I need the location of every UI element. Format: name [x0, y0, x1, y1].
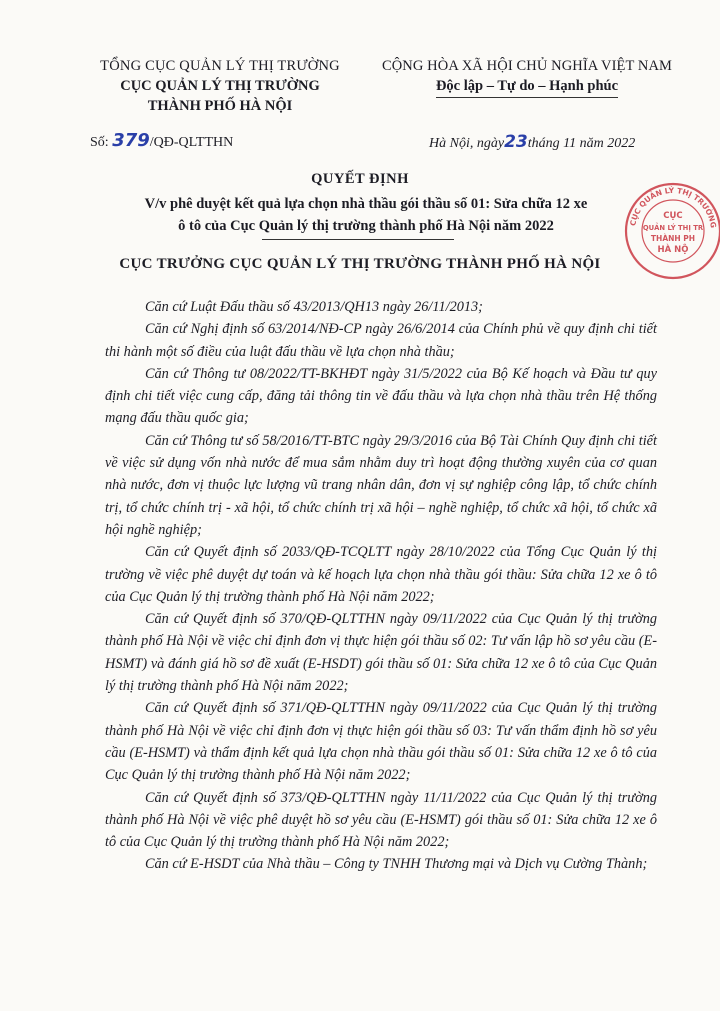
legal-basis-paragraph: Căn cứ Quyết định số 371/QĐ-QLTTHN ngày 09/11/2022 của Cục Quản lý thị trường thành phố Hà Nội về việc chỉ định đơn vị thực hiện gói thầu số 03: Tư vấn thẩm định hồ sơ yêu cầu (E-HSMT) và thẩm định kết quả lựa chọn nhà thầu gói thầu số 01: Sửa chữa 12 xe ô tô của Cục Quản lý thị trường thành phố Hà Nội năm 2022; — [105, 700, 657, 784]
reference-number: 379 — [112, 130, 150, 151]
legal-basis-paragraph: Căn cứ Quyết định số 373/QĐ-QLTTHN ngày 11/11/2022 của Cục Quản lý thị trường thành phố Hà Nội về việc phê duyệt hồ sơ yêu cầu (E-HSMT) gói thầu số 01: Sửa chữa 12 xe ô tô của Cục Quản lý thị trường thành phố Hà Nội năm 2022; — [105, 789, 657, 851]
issuing-organization — [60, 56, 380, 116]
legal-basis-paragraph: Căn cứ Quyết định số 2033/QĐ-TCQLTT ngày 28/10/2022 của Tổng Cục Quản lý thị trường về việc phê duyệt dự toán và kế hoạch lựa chọn nhà thầu gói thầu: Sửa chữa 12 xe ô tô của Cục Quản lý thị trường thành phố Hà Nội năm 2022; — [105, 544, 657, 605]
legal-basis-paragraph: Căn cứ Thông tư số 58/2016/TT-BTC ngày 29/3/2016 của Bộ Tài Chính Quy định chi tiết về việc sử dụng vốn nhà nước để mua sắm nhằm duy trì hoạt động thường xuyên của cơ quan nhà nước, đơn vị thuộc lực lượng vũ trang nhân dân, đơn vị sự nghiệp công lập, tổ chức chính trị, tổ chức chính trị - xã hội, tổ chức chính trị xã hội – nghề nghiệp, tổ chức xã hội, tổ chức xã hội nghề nghiệp; — [105, 432, 657, 538]
date-suffix: tháng 11 năm 2022 — [527, 136, 636, 151]
national-title-block — [362, 56, 692, 96]
national-motto: Độc lập – Tự do – Hạnh phúc — [435, 78, 619, 94]
seal-line3: THÀNH PH — [650, 234, 696, 243]
nation-name: CỘNG HÒA XÃ HỘI CHỦ NGHĨA VIỆT NAM — [381, 58, 673, 74]
legal-basis-paragraph: Căn cứ Thông tư 08/2022/TT-BKHĐT ngày 31/5/2022 của Bộ Kế hoạch và Đầu tư quy định chi tiết việc cung cấp, đăng tải thông tin về đấu thầu và lựa chọn nhà thầu trên Hệ thống mạng đấu thầu quốc gia; — [105, 365, 657, 427]
reference-suffix: /QĐ-QLTTHN — [149, 135, 234, 150]
parent-organization: TỔNG CỤC QUẢN LÝ THỊ TRƯỜNG — [100, 58, 340, 74]
seal-inner-ring — [642, 200, 704, 262]
document-reference — [90, 130, 233, 151]
subject-line2: ô tô của Cục Quản lý thị trường thành phố Hà Nội năm 2022 — [178, 218, 554, 234]
reference-prefix: Số: — [90, 135, 109, 150]
seal-ring-textpath: CỤC QUẢN LÝ THỊ TRƯỜNG — [628, 185, 718, 229]
legal-basis-paragraph: Căn cứ Luật Đấu thầu số 43/2013/QH13 ngày 26/11/2013; — [145, 299, 483, 315]
organization-name-line1: CỤC QUẢN LÝ THỊ TRƯỜNG — [120, 78, 320, 94]
document-subject — [96, 193, 636, 237]
document-title: QUYẾT ĐỊNH — [311, 171, 409, 187]
subject-line1: V/v phê duyệt kết quả lựa chọn nhà thầu gói thầu số 01: Sửa chữa 12 xe — [144, 196, 588, 212]
subject-underline — [262, 239, 454, 240]
seal-line1: CỤC — [663, 211, 683, 221]
legal-basis-paragraph: Căn cứ Quyết định số 370/QĐ-QLTTHN ngày 09/11/2022 của Cục Quản lý thị trường thành phố Hà Nội về việc chỉ định đơn vị thực hiện gói thầu số 02: Tư vấn lập hồ sơ yêu cầu (E-HSMT) và đánh giá hồ sơ đề xuất (E-HSDT) gói thầu số 01: Sửa chữa 12 xe ô tô của Cục Quản lý thị trường thành phố Hà Nội năm 2022; — [105, 611, 657, 695]
date-day: 23 — [504, 132, 528, 152]
document-date — [429, 132, 635, 152]
document-body — [105, 296, 657, 876]
legal-basis-paragraph: Căn cứ E-HSDT của Nhà thầu – Công ty TNHH Thương mại và Dịch vụ Cường Thành; — [145, 856, 648, 873]
authority-heading: CỤC TRƯỞNG CỤC QUẢN LÝ THỊ TRƯỜNG THÀNH PHỐ HÀ NỘI — [119, 256, 601, 272]
organization-name-line2: THÀNH PHỐ HÀ NỘI — [147, 98, 293, 114]
seal-line4: HÀ NỘ — [657, 245, 689, 255]
date-prefix: Hà Nội, ngày — [429, 136, 505, 151]
seal-ring-text — [628, 186, 718, 229]
seal-line2: QUẢN LÝ THỊ TR — [642, 224, 704, 232]
legal-basis-paragraph: Căn cứ Nghị định số 63/2014/NĐ-CP ngày 26/6/2014 của Chính phủ về quy định chi tiết thi hành một số điều của luật đấu thầu về lựa chọn nhà thầu; — [105, 321, 657, 360]
